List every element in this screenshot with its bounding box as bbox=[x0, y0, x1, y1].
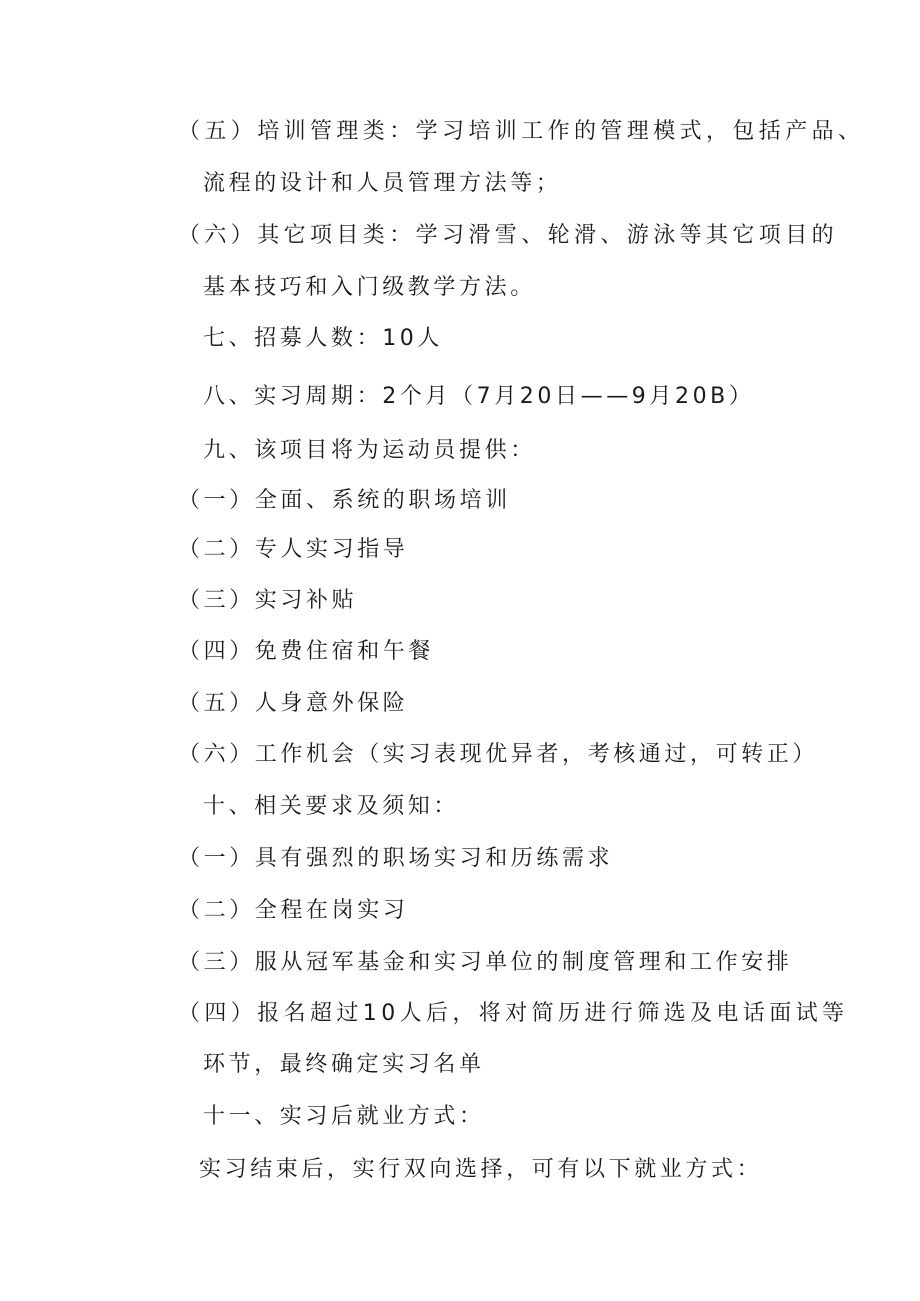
heading-employment: 十一、实习后就业方式： bbox=[203, 1104, 485, 1129]
benefit-item-1: （一）全面、系统的职场培训 bbox=[178, 488, 511, 513]
heading-requirements: 十、相关要求及须知： bbox=[203, 794, 460, 819]
requirement-item-3: （三）服从冠军基金和实习单位的制度管理和工作安排 bbox=[178, 950, 793, 975]
text-line-other-projects: （六）其它项目类：学习滑雪、轮滑、游泳等其它项目的 bbox=[178, 223, 839, 248]
benefit-item-2: （二）专人实习指导 bbox=[178, 537, 409, 562]
benefit-item-3: （三）实习补贴 bbox=[178, 588, 358, 613]
employment-intro: 实习结束后，实行双向选择，可有以下就业方式： bbox=[199, 1157, 763, 1182]
text-line-training-management-cont: 流程的设计和人员管理方法等； bbox=[203, 171, 562, 196]
benefit-item-6: （六）工作机会（实习表现优异者，考核通过，可转正） bbox=[178, 742, 819, 767]
requirement-item-2: （二）全程在岗实习 bbox=[178, 898, 409, 923]
heading-recruit-count: 七、招募人数：10人 bbox=[203, 326, 443, 351]
benefit-item-5: （五）人身意外保险 bbox=[178, 691, 409, 716]
benefit-item-4: （四）免费住宿和午餐 bbox=[178, 639, 435, 664]
heading-internship-period: 八、实习周期：2个月（7月20日——9月20B） bbox=[203, 384, 755, 409]
requirement-item-4-cont: 环节，最终确定实习名单 bbox=[203, 1052, 485, 1077]
requirement-item-1: （一）具有强烈的职场实习和历练需求 bbox=[178, 846, 614, 871]
heading-benefits: 九、该项目将为运动员提供： bbox=[203, 438, 536, 463]
text-line-training-management: （五）培训管理类：学习培训工作的管理模式，包括产品、 bbox=[178, 119, 865, 144]
requirement-item-4: （四）报名超过10人后，将对简历进行筛选及电话面试等 bbox=[178, 1001, 849, 1026]
text-line-other-projects-cont: 基本技巧和入门级教学方法。 bbox=[203, 275, 536, 300]
